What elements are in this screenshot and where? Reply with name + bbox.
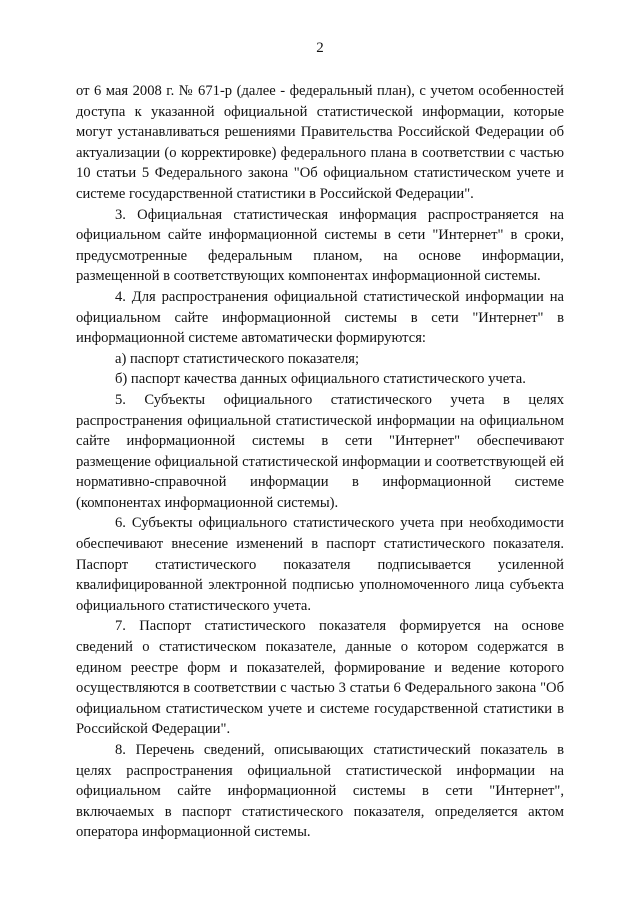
- paragraph: 6. Субъекты официального статистического учета при необходимости обеспечивают внесение изменений в паспорт статистического показателя. Паспорт статистического показателя подписывается усиленной квалифицированной электронной подписью уполномоченного лица субъекта официального статистического учета.: [76, 515, 564, 614]
- paragraph: б) паспорт качества данных официального статистического учета.: [115, 371, 526, 388]
- paragraph: 3. Официальная статистическая информация распространяется на официальном сайте информационной системы в сети "Интернет" в сроки, предусмотренные федеральным планом, на основе информации, размещенной в соответствующих компонентах информационной системы.: [76, 206, 564, 285]
- paragraph: 7. Паспорт статистического показателя формируется на основе сведений о статистическом показателе, данные о котором содержатся в едином реестре форм и показателей, формирование и ведение которого осуществляются в соответствии с частью 3 статьи 6 Федерального закона "Об официальном статистическом учете и системе государственной статистики в Российской Федерации".: [76, 618, 564, 738]
- paragraph: 5. Субъекты официального статистического учета в целях распространения официальной статистической информации на официальном сайте информационной системы в сети "Интернет" обеспечивают размещение официальной статистической информации и соответствующей ей нормативно-справочной информации в информационной системе (компонентах информационной системы).: [76, 391, 564, 511]
- paragraph: от 6 мая 2008 г. № 671-р (далее - федеральный план), с учетом особенностей доступа к указанной официальной статистической информации, которые могут устанавливаться решениями Правительства Российской Федерации об актуализации (о корректировке) федерального плана в соответствии с частью 10 статьи 5 Федерального закона "Об официальном статистическом учете и системе государственной статистики в Российской Федерации".: [76, 83, 564, 202]
- document-body: [76, 81, 564, 843]
- page-number: 2: [316, 40, 324, 56]
- paragraph: а) паспорт статистического показателя;: [115, 350, 360, 367]
- paragraph: 4. Для распространения официальной статистической информации на официальном сайте информационной системы в сети "Интернет" в информационной системе автоматически формируются:: [76, 288, 564, 347]
- paragraph: 8. Перечень сведений, описывающих статистический показатель в целях распространения официальной статистической информации на официальном сайте информационной системы в сети "Интернет", включаемых в паспорт статистического показателя, определяется актом оператора информационной системы.: [76, 742, 564, 841]
